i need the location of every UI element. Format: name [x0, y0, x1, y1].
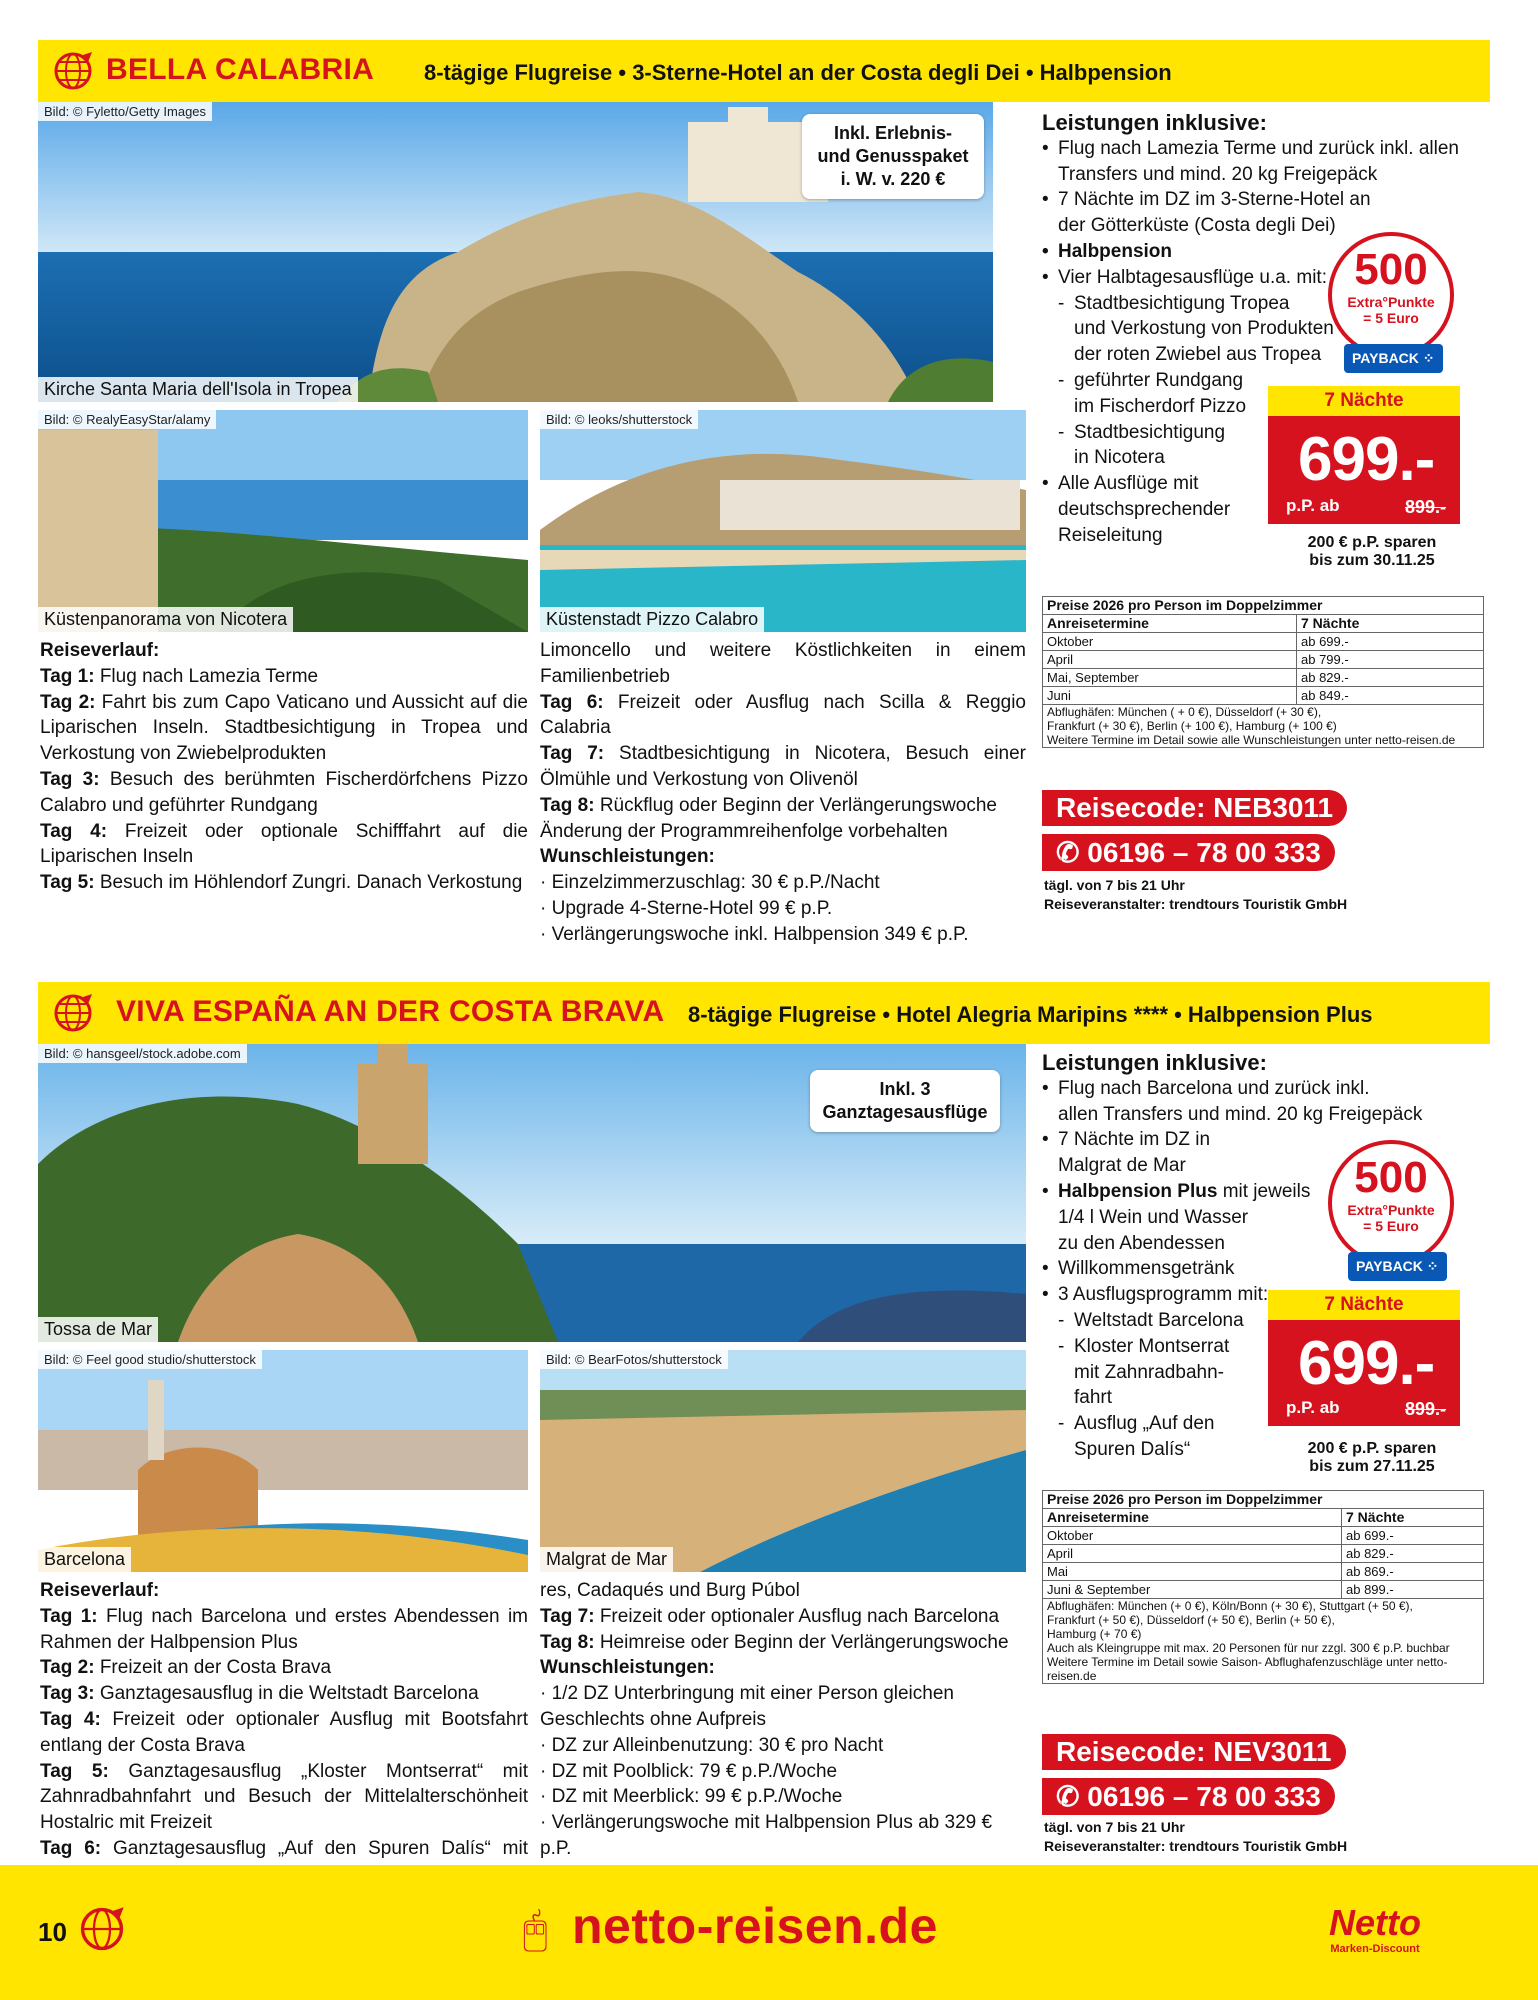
offer2-hours-info	[1044, 1818, 1347, 1856]
payback-dots-icon: ⁘	[1422, 350, 1435, 366]
leistung-item: Spuren Dalís“	[1074, 1438, 1191, 1460]
leistung-item: • Vier Halbtagesausflüge u.a. mit:	[1042, 265, 1482, 291]
veranstalter-text: Reiseveranstalter: trendtours Touristik GmbH	[1044, 1838, 1348, 1854]
table-row: Juni ab 849.-	[1043, 687, 1484, 705]
offer1-price-box	[1268, 416, 1460, 524]
table-row: Juni & September ab 899.-	[1043, 1581, 1484, 1599]
leistung-item: im Fischerdorf Pizzo	[1074, 395, 1247, 417]
offer1-left-photo-caption: Küstenpanorama von Nicotera	[38, 607, 293, 632]
offer1-main-photo	[38, 102, 993, 402]
offer1-subtitle: 8-tägige Flugreise • 3-Sterne-Hotel an der Costa degli Dei • Halbpension	[424, 60, 1172, 85]
netto-logo	[1310, 1903, 1440, 1955]
phone-number: 06196 – 78 00 333	[1087, 837, 1321, 868]
leistung-item: der Götterküste (Costa degli Dei)	[1058, 215, 1336, 237]
leistung-item: - Stadtbesichtigung Tropea	[1042, 291, 1482, 317]
leistung-item: - Ausflug „Auf den	[1042, 1411, 1482, 1437]
save-line: bis zum 30.11.25	[1309, 552, 1435, 569]
offer2-main-photo-credit: Bild: © hansgeel/stock.adobe.com	[38, 1044, 247, 1063]
leistung-item: • Flug nach Barcelona und zurück inkl.	[1042, 1076, 1482, 1102]
day-item: Tag 8: Heimreise oder Beginn der Verlängerungswoche	[540, 1631, 1009, 1653]
hours-text: tägl. von 7 bis 21 Uhr	[1044, 877, 1185, 893]
phone-number: 06196 – 78 00 333	[1087, 1781, 1321, 1812]
day-item: Tag 4: Freizeit oder optionale Schifffahrt auf die Liparischen Inseln	[40, 820, 528, 868]
wunsch-title: Wunschleistungen:	[540, 846, 715, 868]
offer2-price-pp: p.P. ab	[1286, 1398, 1340, 1417]
points-value: = 5 Euro	[1363, 310, 1419, 326]
table-row: Oktober ab 699.-	[1043, 633, 1484, 651]
offer1-right-photo-credit: Bild: © leoks/shutterstock	[540, 410, 698, 429]
offer2-right-photo	[540, 1350, 1026, 1572]
leistung-item: • Halbpension	[1042, 239, 1482, 265]
table-title: Preise 2026 pro Person im Doppelzimmer	[1043, 1491, 1484, 1509]
offer2-title: VIVA ESPAÑA AN DER COSTA BRAVA	[116, 995, 665, 1028]
day-item: Tag 2: Freizeit an der Costa Brava	[40, 1657, 332, 1679]
inkl-badge-line: i. W. v. 220 €	[840, 169, 946, 189]
day-continuation: res, Cadaqués und Burg Púbol	[540, 1580, 800, 1601]
wunsch-item: · Verlängerungswoche inkl. Halbpension 349 € p.P.	[540, 923, 969, 945]
table-header: 7 Nächte	[1297, 615, 1484, 633]
offer1-title: BELLA CALABRIA	[106, 53, 375, 86]
day-item: Tag 5: Ganztagesausflug „Kloster Montserrat“ mit Zahnradbahnfahrt und Besuch der Mittelalterschönheit Hostalric mit Freizeit	[40, 1760, 528, 1834]
offer2-main-photo	[38, 1044, 1026, 1342]
table-footer: Abflughäfen: München (+ 0 €), Köln/Bonn (+ 30 €), Stuttgart (+ 50 €), Frankfurt (+ 50 €), Düsseldorf (+ 50 €), Berlin (+ 50 €), Hamburg (+ 70 €) Auch als Kleingruppe mit max. 20 Personen für nur zzgl. 300 € p.P. buchbar Weitere Termine im Detail sowie Saison- Abflughafenzuschläge unter netto-reisen.de	[1043, 1599, 1484, 1684]
offer1-old-price: 899.-	[1404, 497, 1446, 517]
day-item: Tag 1: Flug nach Barcelona und erstes Abendessen im Rahmen der Halbpension Plus	[40, 1605, 529, 1653]
offer1-reisecode: Reisecode: NEB3011	[1042, 790, 1347, 826]
phone-icon: ✆	[1056, 837, 1088, 868]
day-item: Tag 3: Besuch des berühmten Fischerdörfchens Pizzo Calabro und geführter Rundgang	[40, 768, 529, 816]
day-item: Tag 4: Freizeit oder optionaler Ausflug mit Bootsfahrt entlang der Costa Brava	[40, 1708, 528, 1756]
leistung-item: - Stadtbesichtigung	[1042, 420, 1482, 446]
table-header: 7 Nächte	[1342, 1509, 1484, 1527]
leistung-item: • 7 Nächte im DZ in	[1042, 1127, 1482, 1153]
day-item: Tag 7: Stadtbesichtigung in Nicotera, Besuch einer Ölmühle und Verkostung von Olivenöl	[540, 743, 1026, 790]
table-row: Oktober ab 699.-	[1043, 1527, 1484, 1545]
points-number: 500	[1354, 245, 1428, 294]
leistung-item: • Halbpension Plus mit jeweils	[1042, 1179, 1482, 1205]
payback-label: PAYBACK	[1352, 350, 1419, 366]
table-row: Mai ab 869.-	[1043, 1563, 1484, 1581]
table-footer: Abflughäfen: München ( + 0 €), Düsseldorf (+ 30 €), Frankfurt (+ 30 €), Berlin (+ 100 €), Hamburg (+ 100 €) Weitere Termine im Detail sowie alle Wunschleistungen unter netto-reisen.de	[1043, 705, 1484, 748]
leistung-item: mit Zahnradbahn-	[1074, 1361, 1224, 1383]
leistung-item: • Willkommensgetränk	[1042, 1256, 1482, 1282]
offer1-itinerary-col1	[40, 638, 528, 896]
table-row: Mai, September ab 829.-	[1043, 669, 1484, 687]
wunsch-title: Wunschleistungen:	[540, 1657, 715, 1679]
inkl-badge-line: Inkl. 3	[879, 1079, 931, 1099]
wunsch-item: · DZ mit Meerblick: 99 € p.P./Woche	[540, 1786, 843, 1808]
day-item: Tag 5: Besuch im Höhlendorf Zungri. Danach Verkostung	[40, 872, 523, 894]
day-item: Tag 2: Fahrt bis zum Capo Vaticano und Aussicht auf die Liparischen Inseln. Stadtbesichtigung in Tropea und Verkostung von Zwiebelprodukten	[40, 691, 528, 765]
leistung-item: in Nicotera	[1074, 447, 1165, 469]
offer2-subtitle: 8-tägige Flugreise • Hotel Alegria Maripins **** • Halbpension Plus	[688, 1002, 1373, 1027]
leistungen-title: Leistungen inklusive:	[1042, 1050, 1267, 1075]
offer1-save-note	[1268, 534, 1476, 570]
leistung-item: fahrt	[1074, 1387, 1113, 1409]
points-label: Extra°Punkte	[1347, 1202, 1435, 1218]
day-continuation: Limoncello und weitere Köstlichkeiten in einem Familienbetrieb	[540, 640, 1026, 687]
globe-plane-icon	[78, 1905, 126, 1953]
leistung-item: Malgrat de Mar	[1058, 1155, 1186, 1177]
wunsch-item: · Upgrade 4-Sterne-Hotel 99 € p.P.	[540, 897, 833, 919]
page-footer	[0, 1865, 1538, 2000]
points-number: 500	[1354, 1153, 1428, 1202]
phone-icon: ✆	[1056, 1781, 1088, 1812]
offer2-itinerary-col2	[540, 1578, 1026, 1862]
hours-text: tägl. von 7 bis 21 Uhr	[1044, 1819, 1185, 1835]
program-note: Änderung der Programmreihenfolge vorbehalten	[540, 820, 948, 842]
table-row: April ab 799.-	[1043, 651, 1484, 669]
day-item: Tag 3: Ganztagesausflug in die Weltstadt Barcelona	[40, 1683, 479, 1705]
reiseverlauf-title: Reiseverlauf:	[40, 640, 160, 661]
footer-site-link[interactable]: netto-reisen.de	[572, 1898, 938, 1954]
offer1-nights-label: 7 Nächte	[1268, 386, 1460, 416]
leistung-item: und Verkostung von Produkten	[1074, 318, 1334, 340]
leistung-item: • Flug nach Lamezia Terme und zurück inkl. allen	[1042, 136, 1482, 162]
leistung-item: allen Transfers und mind. 20 kg Freigepäck	[1058, 1103, 1423, 1125]
offer1-right-photo	[540, 410, 1026, 632]
offer2-right-photo-credit: Bild: © BearFotos/shutterstock	[540, 1350, 728, 1369]
offer1-main-photo-caption: Kirche Santa Maria dell'Isola in Tropea	[38, 377, 358, 402]
offer1-price-table	[1042, 596, 1484, 748]
wunsch-item: · Einzelzimmerzuschlag: 30 € p.P./Nacht	[540, 872, 880, 894]
offer2-inkl-badge	[810, 1070, 1000, 1132]
offer2-main-photo-caption: Tossa de Mar	[38, 1317, 158, 1342]
globe-plane-icon	[52, 992, 94, 1034]
inkl-badge-line: und Genusspaket	[817, 146, 969, 166]
payback-label: PAYBACK	[1356, 1258, 1423, 1274]
offer1-banner	[38, 40, 1490, 102]
offer1-hours-info	[1044, 876, 1347, 914]
leistung-item: • 7 Nächte im DZ im 3-Sterne-Hotel an	[1042, 187, 1482, 213]
offer1-points-badge	[1328, 232, 1454, 358]
offer1-main-photo-credit: Bild: © Fyletto/Getty Images	[38, 102, 212, 121]
offer1-price: 699.-	[1298, 425, 1435, 494]
reiseverlauf-title: Reiseverlauf:	[40, 1580, 160, 1601]
leistung-item: Transfers und mind. 20 kg Freigepäck	[1058, 163, 1378, 185]
offer1-phone-button[interactable]	[1042, 834, 1335, 871]
leistung-item: - Kloster Montserrat	[1042, 1334, 1482, 1360]
offer2-itinerary-col1	[40, 1578, 528, 1888]
offer2-left-photo-credit: Bild: © Feel good studio/shutterstock	[38, 1350, 262, 1369]
table-header: Anreisetermine	[1043, 1509, 1342, 1527]
offer2-price-table	[1042, 1490, 1484, 1684]
table-row: April ab 829.-	[1043, 1545, 1484, 1563]
netto-logo-sub: Marken-Discount	[1330, 1943, 1420, 1955]
inkl-badge-line: Ganztagesausflüge	[822, 1102, 988, 1122]
offer1-payback-logo	[1344, 344, 1443, 373]
payback-dots-icon: ⁘	[1426, 1258, 1439, 1274]
leistung-item: Reiseleitung	[1058, 524, 1163, 546]
offer2-points-badge	[1328, 1140, 1454, 1266]
day-item: Tag 6: Freizeit oder Ausflug nach Scilla & Reggio Calabria	[540, 691, 1026, 739]
offer2-banner	[38, 982, 1490, 1044]
leistung-item: • Alle Ausflüge mit	[1042, 471, 1482, 497]
leistung-item: der roten Zwiebel aus Tropea	[1074, 344, 1322, 366]
offer2-price-box	[1268, 1320, 1460, 1426]
offer2-save-note	[1268, 1440, 1476, 1476]
offer2-left-photo	[38, 1350, 528, 1572]
day-item: Tag 8: Rückflug oder Beginn der Verlängerungswoche	[540, 794, 997, 816]
points-label: Extra°Punkte	[1347, 294, 1435, 310]
leistung-item: • 3 Ausflugsprogramm mit:	[1042, 1282, 1482, 1308]
offer1-price-pp: p.P. ab	[1286, 496, 1340, 515]
wunsch-item: · DZ zur Alleinbenutzung: 30 € pro Nacht	[540, 1734, 884, 1756]
leistung-item: - Weltstadt Barcelona	[1042, 1308, 1482, 1334]
page-number: 10	[38, 1917, 67, 1947]
offer2-left-photo-caption: Barcelona	[38, 1547, 131, 1572]
save-line: 200 € p.P. sparen	[1307, 534, 1437, 551]
offer2-right-photo-caption: Malgrat de Mar	[540, 1547, 673, 1572]
save-line: 200 € p.P. sparen	[1307, 1440, 1437, 1457]
wunsch-item: · 1/2 DZ Unterbringung mit einer Person gleichen Geschlechts ohne Aufpreis	[540, 1683, 954, 1730]
leistung-item: - geführter Rundgang	[1042, 368, 1482, 394]
offer1-left-photo-credit: Bild: © RealyEasyStar/alamy	[38, 410, 216, 429]
offer2-old-price: 899.-	[1404, 1399, 1446, 1419]
offer2-nights-label: 7 Nächte	[1268, 1290, 1460, 1320]
table-title: Preise 2026 pro Person im Doppelzimmer	[1043, 597, 1484, 615]
day-item: Tag 6: Ganztagesausflug „Auf den Spuren Dalís“ mit	[40, 1837, 529, 1859]
offer1-itinerary-col2	[540, 638, 1026, 948]
offer1-inkl-badge	[802, 114, 984, 199]
offer2-price: 699.-	[1298, 1329, 1435, 1398]
wunsch-item: · Verlängerungswoche mit Halbpension Plus ab 329 € p.P.	[540, 1812, 993, 1859]
points-value: = 5 Euro	[1363, 1218, 1419, 1234]
inkl-badge-line: Inkl. Erlebnis-	[833, 123, 953, 143]
day-item: Tag 1: Flug nach Lamezia Terme	[40, 665, 319, 687]
netto-logo-text: Netto	[1329, 1902, 1421, 1943]
leistung-item: deutschsprechender	[1058, 498, 1231, 520]
day-item: Tag 7: Freizeit oder optionaler Ausflug nach Barcelona	[540, 1605, 1000, 1627]
leistung-item: 1/4 l Wein und Wasser	[1058, 1206, 1249, 1228]
save-line: bis zum 27.11.25	[1309, 1458, 1435, 1475]
offer2-reisecode: Reisecode: NEV3011	[1042, 1734, 1346, 1770]
offer2-payback-logo	[1348, 1252, 1447, 1281]
table-header: Anreisetermine	[1043, 615, 1297, 633]
mouse-icon: 🖰	[522, 1905, 549, 1954]
offer1-left-photo	[38, 410, 528, 632]
wunsch-item: · DZ mit Poolblick: 79 € p.P./Woche	[540, 1760, 838, 1782]
leistung-item: zu den Abendessen	[1058, 1232, 1225, 1254]
offer1-right-photo-caption: Küstenstadt Pizzo Calabro	[540, 607, 764, 632]
globe-plane-icon	[52, 50, 94, 92]
leistungen-title: Leistungen inklusive:	[1042, 110, 1267, 135]
offer2-phone-button[interactable]	[1042, 1778, 1335, 1815]
veranstalter-text: Reiseveranstalter: trendtours Touristik GmbH	[1044, 896, 1348, 912]
